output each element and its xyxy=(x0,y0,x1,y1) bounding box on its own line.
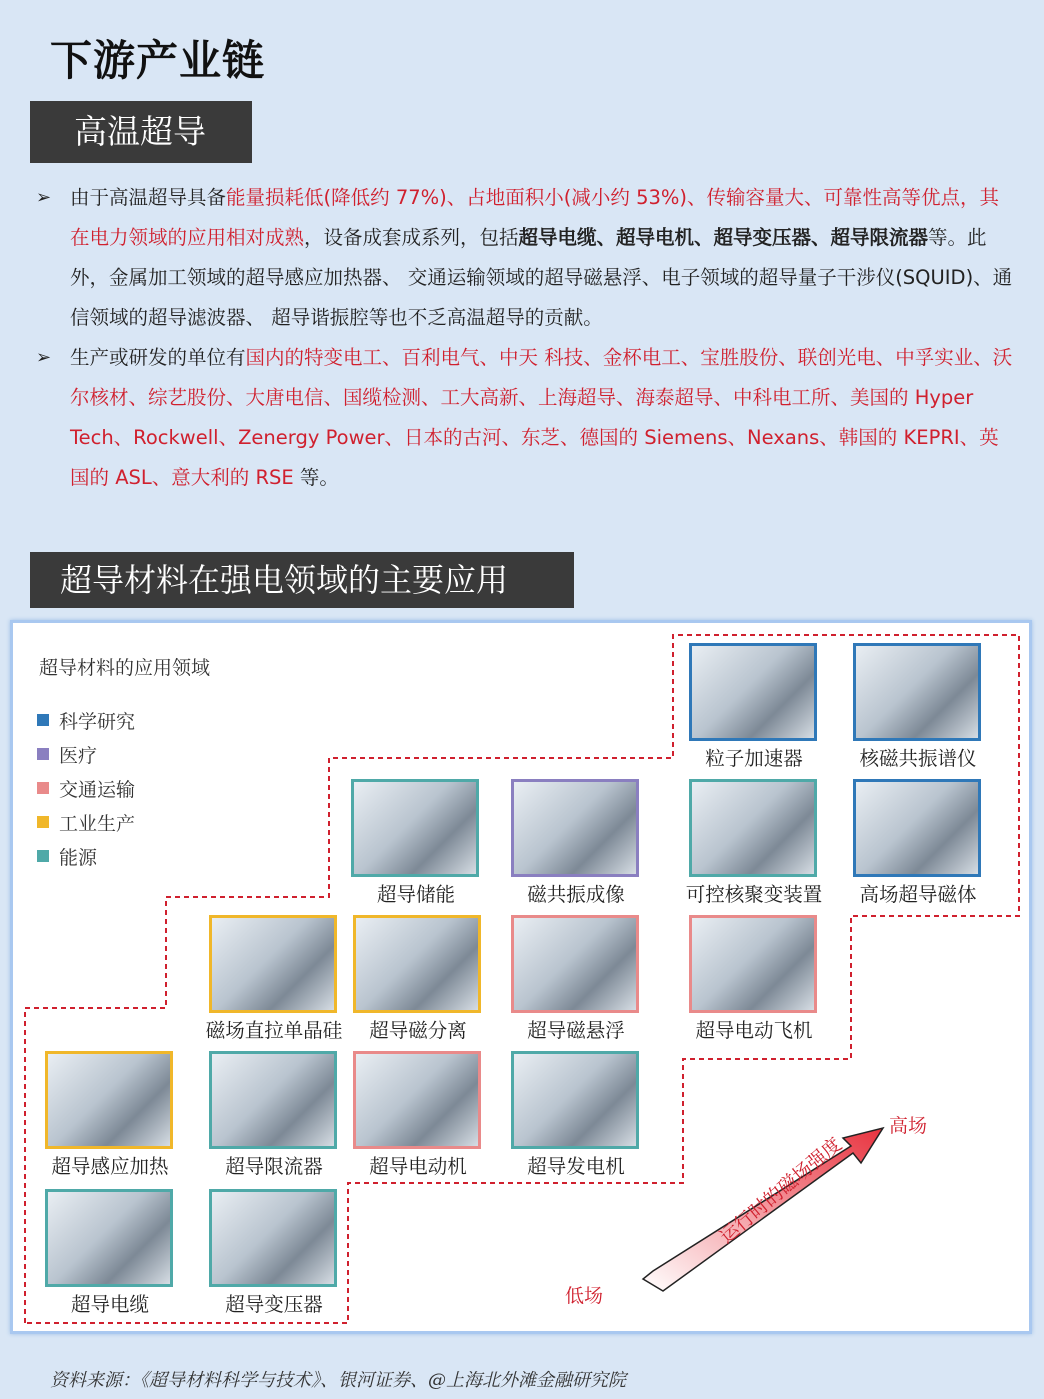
bullet2-text-1: 生产或研发的单位有 xyxy=(70,346,246,369)
field-strength-axis-label: 运行时的磁场强度 xyxy=(715,1133,847,1248)
application-label: 核磁共振谱仪 xyxy=(859,747,977,770)
section-header-applications: 超导材料在强电领域的主要应用 xyxy=(30,552,574,608)
application-photo xyxy=(689,643,817,741)
bullet-item-advantages xyxy=(36,178,1016,338)
application-tile xyxy=(45,1051,175,1178)
application-label: 高场超导磁体 xyxy=(859,883,977,906)
application-tile xyxy=(353,915,483,1042)
application-photo xyxy=(45,1051,173,1149)
application-tile xyxy=(209,1051,339,1178)
application-photo xyxy=(853,643,981,741)
bullet1-text-2: 能量损耗低(降低约 77%)、占地面积小(减小约 53%)、传输容量大、可靠性高等优点，其在电力领域的应用相对成熟 xyxy=(70,186,1000,249)
application-label: 磁场直拉单晶硅 xyxy=(205,1019,343,1042)
bullet1-text-5: 等。此外，金属加工领域的超导感应加热器、 交通运输领域的超导磁悬浮、电子领域的超导量子干涉仪(SQUID)、通信领域的超导滤波器、 超导谐振腔等也不乏高温超导的贡献。 xyxy=(70,226,1013,329)
legend-label: 能源 xyxy=(59,846,98,869)
bullet2-text-3: 等。 xyxy=(293,466,339,489)
application-photo xyxy=(511,915,639,1013)
page-title: 下游产业链 xyxy=(50,36,266,85)
bullet2-text-2: 国内的特变电工、百利电气、中天 科技、金杯电工、宝胜股份、联创光电、中孚实业、沃尔核材、综艺股份、大唐电信、国缆检测、工大高新、上海超导、海泰超导、中科电工所、美国的 Hyper Tech、Rockwell、Zenergy Power、日本的古河、东芝、德国的 Siemens、Nexans、韩国的 KEPRI、英国的 ASL、意大利的 RSE xyxy=(70,346,1013,489)
application-photo xyxy=(209,1189,337,1287)
high-field-label: 高场 xyxy=(889,1115,928,1137)
application-photo xyxy=(353,915,481,1013)
application-label: 超导电缆 xyxy=(70,1293,149,1316)
application-tile xyxy=(689,643,819,770)
application-label: 磁共振成像 xyxy=(527,883,625,906)
application-photo xyxy=(511,1051,639,1149)
arrow-bullet-icon: ➢ xyxy=(36,347,52,368)
application-tile xyxy=(351,779,481,906)
application-tile xyxy=(511,779,641,906)
application-photo xyxy=(353,1051,481,1149)
bullet1-text-3: ，设备成套成系列，包括 xyxy=(304,226,519,249)
application-tile xyxy=(685,779,823,906)
application-label: 粒子加速器 xyxy=(705,747,803,770)
application-label: 超导磁分离 xyxy=(369,1019,467,1042)
application-photo xyxy=(853,779,981,877)
application-photo xyxy=(689,915,817,1013)
bullet-list xyxy=(36,178,1016,498)
source-note: 资料来源：《超导材料科学与技术》、银河证券、@上海北外滩金融研究院 xyxy=(50,1370,626,1391)
low-field-label: 低场 xyxy=(565,1285,604,1307)
application-label: 超导感应加热 xyxy=(51,1155,169,1178)
bullet-item-companies xyxy=(36,338,1016,498)
application-photo xyxy=(209,1051,337,1149)
bullet1-text-4: 超导电缆、超导电机、超导变压器、超导限流器 xyxy=(518,226,929,249)
application-tile xyxy=(209,1189,339,1316)
application-photo xyxy=(511,779,639,877)
application-label: 超导磁悬浮 xyxy=(527,1019,625,1042)
application-label: 超导储能 xyxy=(376,883,455,906)
application-tile xyxy=(853,643,983,770)
application-photo xyxy=(351,779,479,877)
application-label: 超导限流器 xyxy=(225,1155,323,1178)
application-label: 超导电动机 xyxy=(369,1155,467,1178)
application-tile xyxy=(511,915,641,1042)
application-label: 超导发电机 xyxy=(527,1155,625,1178)
application-photo xyxy=(689,779,817,877)
applications-figure xyxy=(10,620,1032,1334)
application-tile xyxy=(353,1051,483,1178)
application-label: 可控核聚变装置 xyxy=(685,883,823,906)
legend-label: 交通运输 xyxy=(59,778,136,801)
application-tile xyxy=(511,1051,641,1178)
application-tile xyxy=(45,1189,175,1316)
application-photo xyxy=(209,915,337,1013)
legend-label: 医疗 xyxy=(59,744,98,767)
application-label: 超导电动飞机 xyxy=(695,1019,813,1042)
figure-title: 超导材料的应用领域 xyxy=(39,657,211,679)
bullet1-text-1: 由于高温超导具备 xyxy=(70,186,227,209)
legend-label: 科学研究 xyxy=(59,710,136,733)
application-tile xyxy=(689,915,819,1042)
application-tile xyxy=(205,915,343,1042)
legend-label: 工业生产 xyxy=(59,812,136,835)
section-header-hts: 高温超导 xyxy=(30,101,252,163)
application-photo xyxy=(45,1189,173,1287)
arrow-bullet-icon: ➢ xyxy=(36,187,52,208)
application-label: 超导变压器 xyxy=(225,1293,323,1316)
application-tile xyxy=(853,779,983,906)
